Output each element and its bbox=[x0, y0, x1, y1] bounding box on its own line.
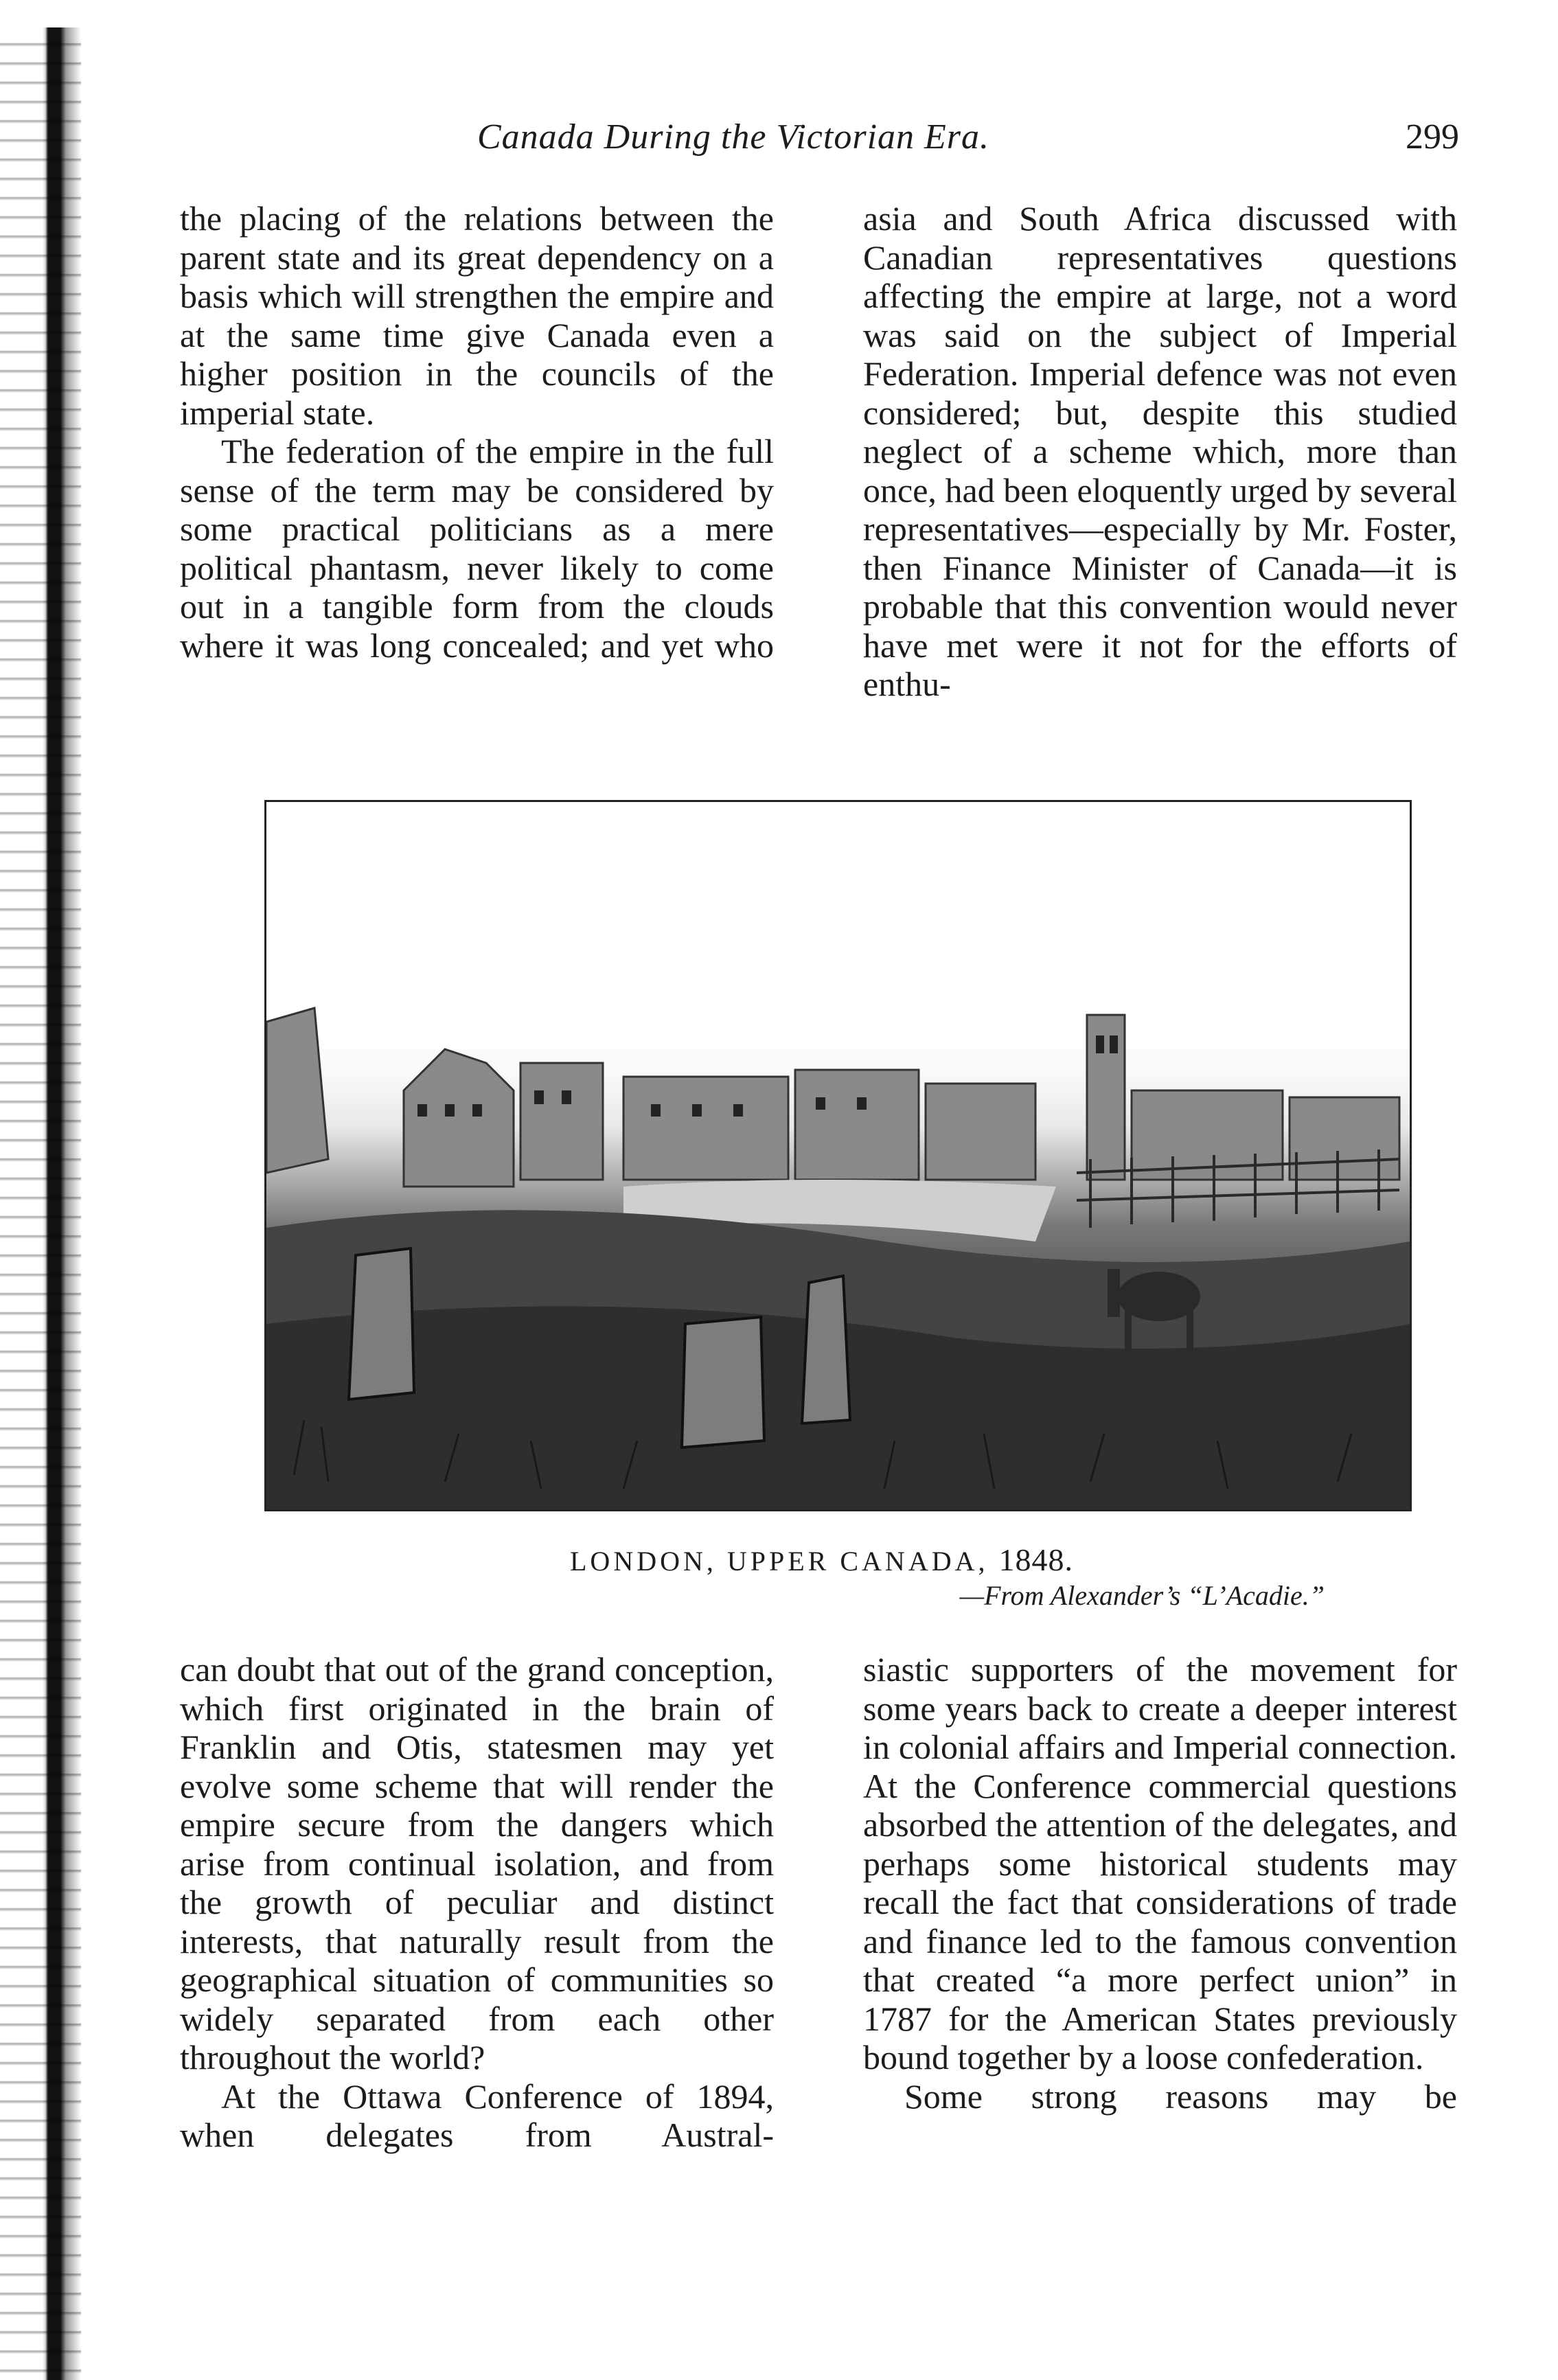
column-top-left bbox=[180, 199, 774, 665]
figure-credit: —From Alexander’s “L’Acadie.” bbox=[959, 1580, 1325, 1611]
paragraph: At the Ottawa Conference of 1894, when delegates from Austral- bbox=[180, 2076, 774, 2154]
illustration-london-upper-canada bbox=[264, 800, 1412, 1511]
paragraph: can doubt that out of the grand conception, which first originated in the brain of Franklin and Otis, statesmen may yet evolve some scheme that will render the empire secure from the dangers which arise from continual isolation, and from the growth of peculiar and distinct interests, that naturally result from the geographical situation of communities so widely separated from each other throughout the world? bbox=[180, 1650, 774, 2076]
column-bottom-right bbox=[863, 1650, 1457, 2116]
caption-year: 1848. bbox=[998, 1542, 1073, 1577]
page-number: 299 bbox=[1406, 117, 1459, 157]
page-header bbox=[477, 117, 1459, 172]
column-bottom-left bbox=[180, 1650, 774, 2155]
paragraph: The federation of the empire in the full sense of the term may be considered by some practical politicians as a mere political phantasm, never likely to come out in a tangible form from the clouds where it was long concealed; and yet who bbox=[180, 432, 774, 665]
paragraph: siastic supporters of the movement for some years back to create a deeper interest in colonial affairs and Imperial connection. At the Conference commercial questions absorbed the attention of the delegates, and perhaps some historical students may recall the fact that considerations of trade and finance led to the famous convention that created “a more perfect union” in 1787 for the American States previously bound together by a loose confederation. bbox=[863, 1650, 1457, 2076]
column-top-right bbox=[863, 199, 1457, 704]
engraving-drawing bbox=[266, 802, 1410, 1509]
book-binding-edge bbox=[0, 27, 81, 2380]
paragraph: the placing of the relations between the parent state and its great dependency on a basis which will strengthen the empire and at the same time give Canada even a higher position in the councils of the imperial state. bbox=[180, 199, 774, 432]
caption-place: LONDON, UPPER CANADA, bbox=[570, 1546, 989, 1577]
paragraph: Some strong reasons may be bbox=[904, 2076, 1457, 2116]
paragraph: asia and South Africa discussed with Canadian representatives questions affecting the empire at large, not a word was said on the subject of Imperial Federation. Imperial defence was not even considered; but, despite this studied neglect of a scheme which, more than once, had been eloquently urged by several representatives—especially by Mr. Foster, then Finance Minister of Canada—it is probable that this convention would never have met were it not for the efforts of enthu- bbox=[863, 199, 1457, 703]
figure-caption bbox=[570, 1542, 1073, 1578]
running-head: Canada During the Victorian Era. bbox=[477, 117, 990, 157]
